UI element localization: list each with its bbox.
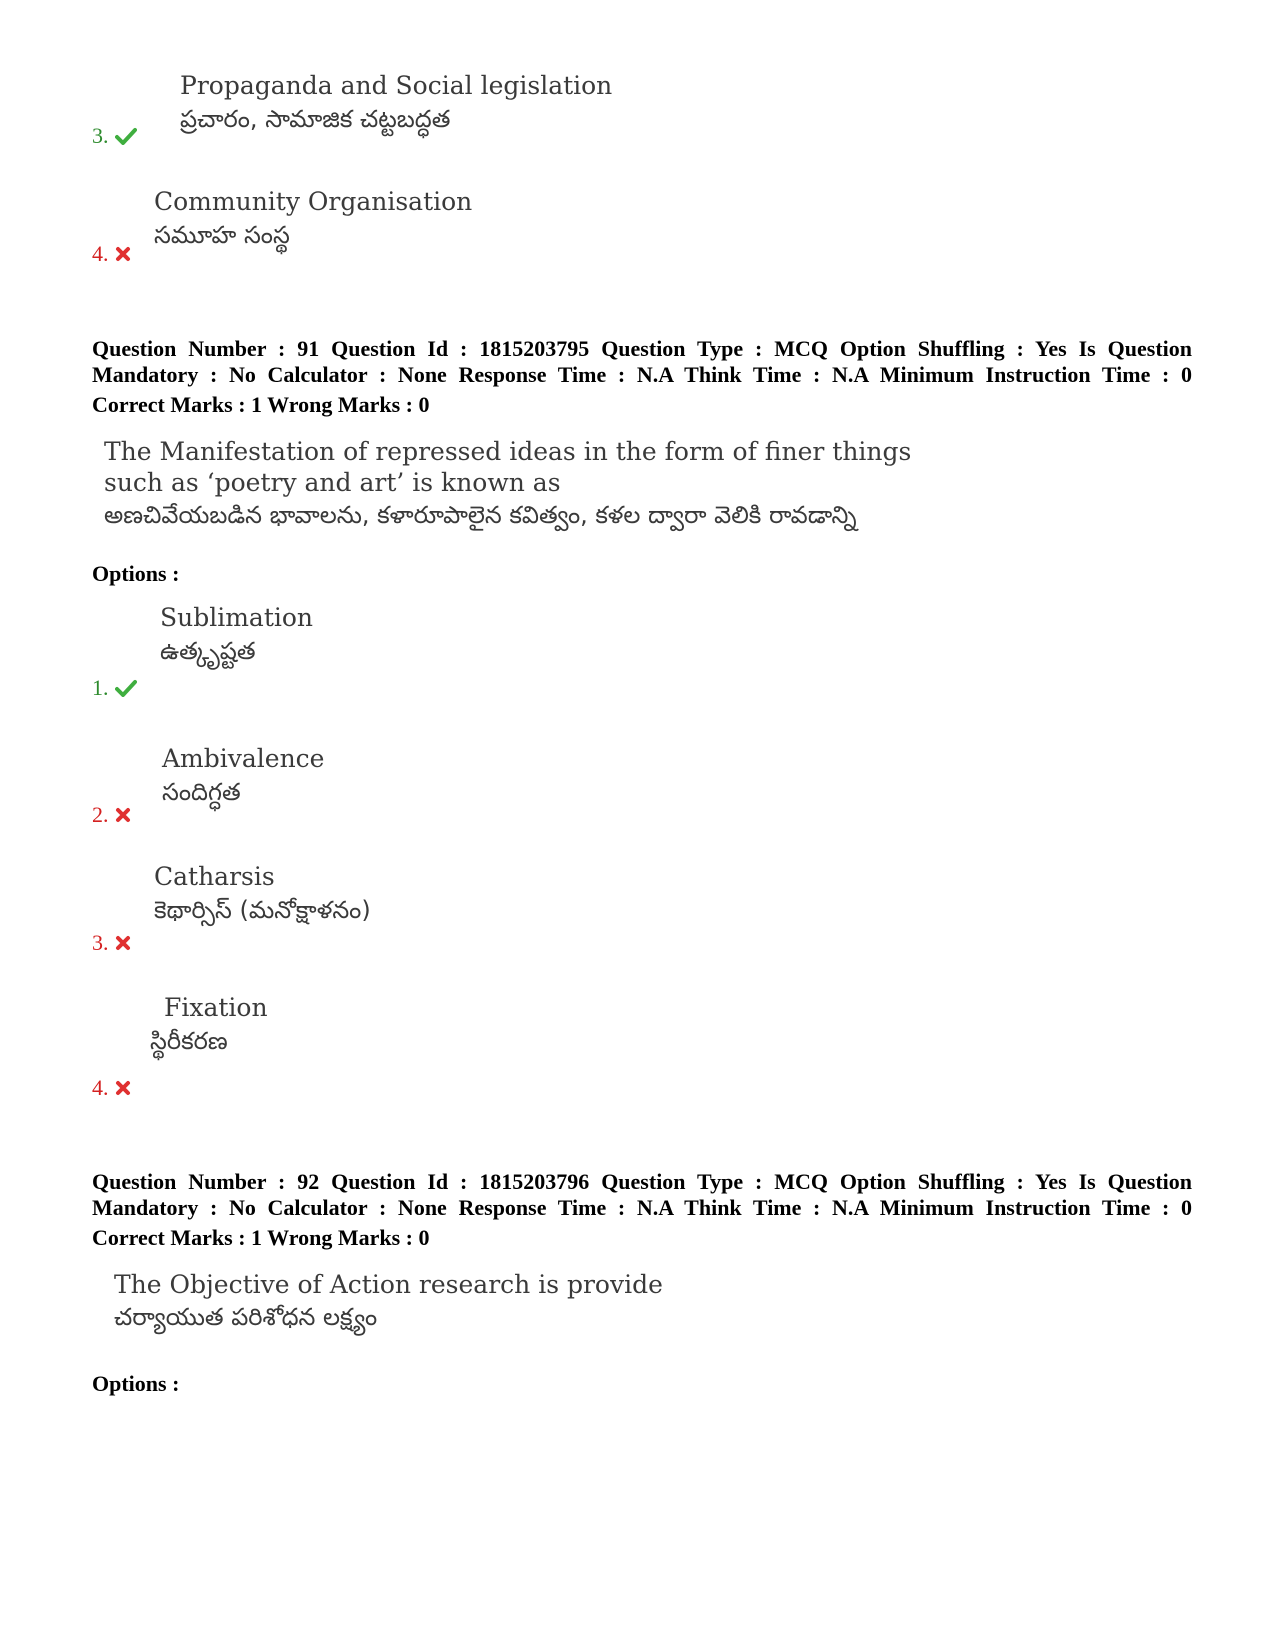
option-text-en: Sublimation bbox=[160, 603, 314, 632]
cross-icon bbox=[115, 807, 131, 823]
option-number bbox=[92, 242, 131, 266]
option-number bbox=[92, 124, 137, 148]
question-meta-line-2: Mandatory : No Calculator : None Response Time : N.A Think Time : N.A Minimum Instruction Time : 0 bbox=[92, 362, 1192, 387]
question-meta-line-1: Question Number : 92 Question Id : 1815203796 Question Type : MCQ Option Shuffling : Yes Is Question bbox=[92, 1169, 1192, 1194]
option-number bbox=[92, 676, 137, 700]
cross-icon bbox=[115, 1080, 131, 1096]
question-text-te: అణచివేయబడిన భావాలను, కళారూపాలైన కవిత్వం, కళల ద్వారా వెలికి రావడాన్ని bbox=[104, 501, 857, 529]
option-number-label: 2. bbox=[92, 802, 109, 827]
option-text-te: కెథార్సిస్ (మనోక్షాళనం) bbox=[154, 896, 371, 924]
option-text-te: స్థిరీకరణ bbox=[150, 1027, 228, 1055]
question-text-en-2: such as ‘poetry and art’ is known as bbox=[104, 468, 561, 497]
question-text-en-1: The Manifestation of repressed ideas in the form of finer things bbox=[104, 437, 912, 466]
question-marks: Correct Marks : 1 Wrong Marks : 0 bbox=[92, 392, 430, 417]
option-number bbox=[92, 803, 131, 827]
option-text-en: Community Organisation bbox=[154, 187, 473, 216]
question-text-te: చర్యాయుత పరిశోధన లక్ష్యం bbox=[114, 1303, 378, 1331]
option-text-en: Fixation bbox=[164, 993, 268, 1022]
options-label: Options : bbox=[92, 1371, 180, 1396]
check-icon bbox=[115, 127, 137, 145]
option-text-en: Propaganda and Social legislation bbox=[180, 71, 613, 100]
option-text-te: ఉత్కృష్టత bbox=[160, 637, 256, 665]
cross-icon bbox=[115, 935, 131, 951]
option-number bbox=[92, 1076, 131, 1100]
options-label: Options : bbox=[92, 561, 180, 586]
option-text-te: సమూహ సంస్థ bbox=[154, 221, 290, 249]
option-number-label: 4. bbox=[92, 241, 109, 266]
option-number bbox=[92, 931, 131, 955]
option-text-te: ప్రచారం, సామాజిక చట్టబద్ధత bbox=[180, 105, 451, 133]
option-number-label: 1. bbox=[92, 675, 109, 700]
option-number-label: 4. bbox=[92, 1075, 109, 1100]
question-text-en-1: The Objective of Action research is provide bbox=[114, 1270, 663, 1299]
cross-icon bbox=[115, 246, 131, 262]
question-meta-line-2: Mandatory : No Calculator : None Response Time : N.A Think Time : N.A Minimum Instruction Time : 0 bbox=[92, 1195, 1192, 1220]
option-text-en: Ambivalence bbox=[162, 744, 325, 773]
check-icon bbox=[115, 679, 137, 697]
option-number-label: 3. bbox=[92, 123, 109, 148]
option-text-te: సందిగ్ధత bbox=[162, 778, 241, 806]
option-number-label: 3. bbox=[92, 930, 109, 955]
question-marks: Correct Marks : 1 Wrong Marks : 0 bbox=[92, 1225, 430, 1250]
question-meta-line-1: Question Number : 91 Question Id : 1815203795 Question Type : MCQ Option Shuffling : Yes Is Question bbox=[92, 336, 1192, 361]
option-text-en: Catharsis bbox=[154, 862, 275, 891]
